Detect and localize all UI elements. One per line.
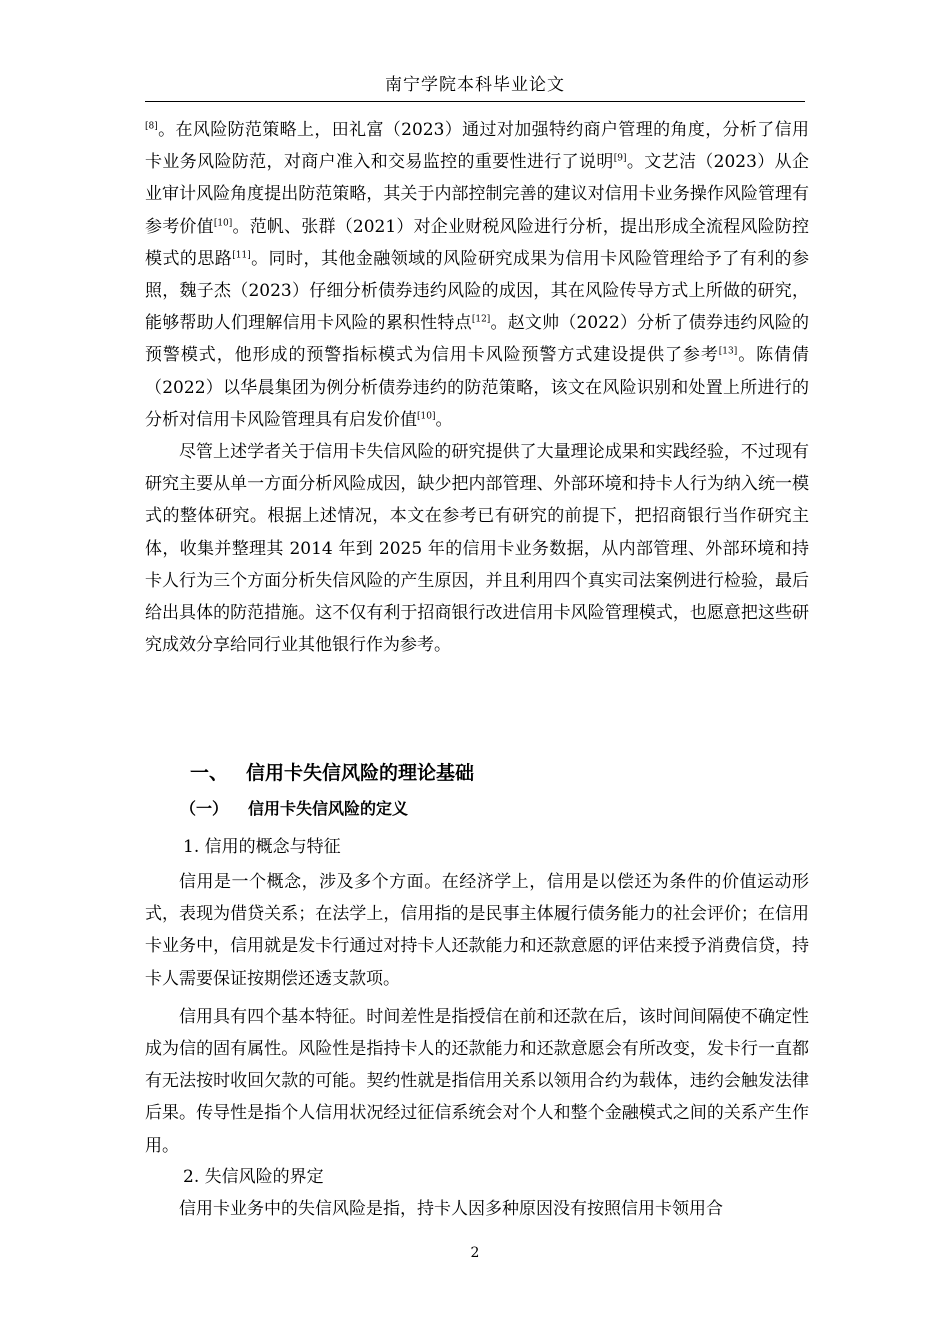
page-header-title: 南宁学院本科毕业论文 xyxy=(385,75,565,95)
header-divider xyxy=(145,101,805,102)
section-heading-1 xyxy=(190,758,474,785)
citation-marker: [12] xyxy=(471,314,491,325)
page-number: 2 xyxy=(470,1245,480,1261)
citation-marker: [9] xyxy=(613,153,627,164)
section-heading-2-number: （一） xyxy=(180,799,229,818)
paragraph-text-segment: 。范帆、张群（2021）对企业财税风险进行分析，提出形成全流程风险防控模式的思路 xyxy=(145,216,810,269)
paragraph-default-risk: 信用卡业务中的失信风险是指，持卡人因多种原因没有按照信用卡领用合 xyxy=(179,1199,723,1219)
subheading-credit-concept: 1. 信用的概念与特征 xyxy=(183,837,341,857)
paragraph-credit-concept: 信用是一个概念，涉及多个方面。在经济学上，信用是以偿还为条件的价值运动形式，表现为借贷关系；在法学上，信用指的是民事主体履行债务能力的社会评价；在信用卡业务中，信用就是发卡行通过对持卡人还款能力和还款意愿的评估来授予消费信贷，持卡人需要保证按期偿还透支款项。 xyxy=(145,872,809,989)
paragraph-text-segment: 。 xyxy=(435,409,453,430)
citation-marker: [13] xyxy=(718,346,738,357)
paragraph-text-segment: 。文艺洁（2023）从企业审计风险角度提出防范策略，其关于内部控制完善的建议对信用卡业务操作风险管理有参考价值 xyxy=(145,152,810,237)
citation-marker: [10] xyxy=(213,217,233,228)
paragraph-text-segment: 。赵文帅（2022）分析了债券违约风险的预警模式，他形成的预警指标模式为信用卡风险预警方式建设提供了参考 xyxy=(145,313,809,366)
paragraph-literature-review xyxy=(145,114,809,436)
section-heading-1-title: 信用卡失信风险的理论基础 xyxy=(246,762,475,784)
section-heading-1-number: 一、 xyxy=(190,762,229,784)
body-credit xyxy=(145,866,809,1162)
paragraph-text-segment: 。陈倩倩（2022）以华晨集团为例分析债券违约的防范策略，该文在风险识别和处置上所进行的分析对信用卡风险管理具有启发价值 xyxy=(145,345,810,430)
section-heading-2 xyxy=(180,796,408,819)
citation-marker: [10] xyxy=(417,411,436,422)
paragraph-text-segment: 。在风险防范策略上，田礼富（2023）通过对加强特约商户管理的角度，分析了信用卡业务风险防范，对商户准入和交易监控的重要性进行了说明 xyxy=(145,120,809,173)
citation-marker: [11] xyxy=(232,250,251,261)
paragraph-credit-features: 信用具有四个基本特征。时间差性是指授信在前和还款在后，该时间间隔使不确定性成为信的固有属性。风险性是指持卡人的还款能力和还款意愿会有所改变，发卡行一直都有无法按时收回欠款的可能。契约性就是指信用关系以领用合约为载体，违约会触发法律后果。传导性是指个人信用状况经过征信系统会对个人和整个金融模式之间的关系产生作用。 xyxy=(145,1006,809,1156)
body-top xyxy=(145,114,809,661)
subheading-default-risk: 2. 失信风险的界定 xyxy=(183,1167,324,1187)
paragraph-text-segment: 。同时，其他金融领域的风险研究成果为信用卡风险管理给予了有利的参照，魏子杰（2023）仔细分析债券违约风险的成因，其在风险传导方式上所做的研究，能够帮助人们理解信用卡风险的累积性特点 xyxy=(145,248,810,334)
body-default-risk xyxy=(145,1193,809,1225)
section-heading-2-title: 信用卡失信风险的定义 xyxy=(248,799,409,818)
paragraph-research-gap: 尽管上述学者关于信用卡失信风险的研究提供了大量理论成果和实践经验，不过现有研究主要从单一方面分析风险成因，缺少把内部管理、外部环境和持卡人行为纳入统一模式的整体研究。根据上述情况，本文在参考已有研究的前提下，把招商银行当作研究主体，收集并整理其 2014 年到 2025 年的信用卡业务数据，从内部管理、外部环境和持卡人行为三个方面分析失信风险的产生原因，并且利用四个真实司法案例进行检验，最后给出具体的防范措施。这不仅有利于招商银行改进信用卡风险管理模式，也愿意把这些研究成效分享给同行业其他银行作为参考。 xyxy=(145,442,809,656)
citation-marker: [8] xyxy=(145,121,158,132)
